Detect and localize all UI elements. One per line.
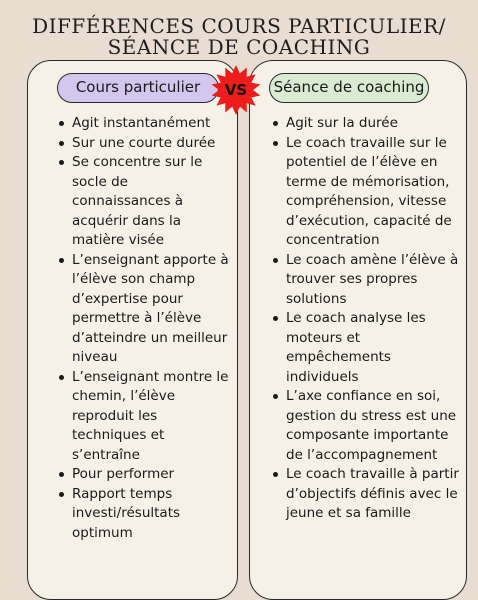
list-item: Se concentre sur le socle de connaissances à acquérir dans la matière visée xyxy=(57,153,229,251)
right-items-list xyxy=(271,114,461,524)
list-item: L’enseignant montre le chemin, l’élève reproduit les techniques et s’entraîne xyxy=(57,368,229,466)
list-item: Pour performer xyxy=(57,465,229,485)
list-item: Le coach travaille sur le potentiel de l’élève en terme de mémorisation, compréhension, vitesse d’exécution, capacité de concentration xyxy=(271,134,461,251)
list-item: Le coach travaille à partir d’objectifs définis avec le jeune et sa famille xyxy=(271,465,461,524)
page-title-line-2: SÉANCE DE COACHING xyxy=(107,35,371,59)
list-item: Le coach analyse les moteurs et empêchements individuels xyxy=(271,309,461,387)
list-item: L’axe confiance en soi, gestion du stress est une composante importante de l’accompagnement xyxy=(271,387,461,465)
left-items-list xyxy=(57,114,229,543)
list-item: Rapport temps investi/résultats optimum xyxy=(57,485,229,544)
list-item: Agit instantanément xyxy=(57,114,229,134)
list-item: Sur une courte durée xyxy=(57,134,229,154)
page-title-line-1: DIFFÉRENCES COURS PARTICULIER/ xyxy=(32,14,446,38)
list-item: Le coach amène l’élève à trouver ses propres solutions xyxy=(271,251,461,310)
list-item: Agit sur la durée xyxy=(271,114,461,134)
vs-label: VS xyxy=(224,81,248,99)
right-column-heading: Séance de coaching xyxy=(269,73,429,103)
list-item: L’enseignant apporte à l’élève son champ d’expertise pour permettre à l’élève d’atteindre un meilleur niveau xyxy=(57,251,229,368)
vs-badge xyxy=(210,64,262,116)
left-column-heading: Cours particulier xyxy=(57,73,219,103)
